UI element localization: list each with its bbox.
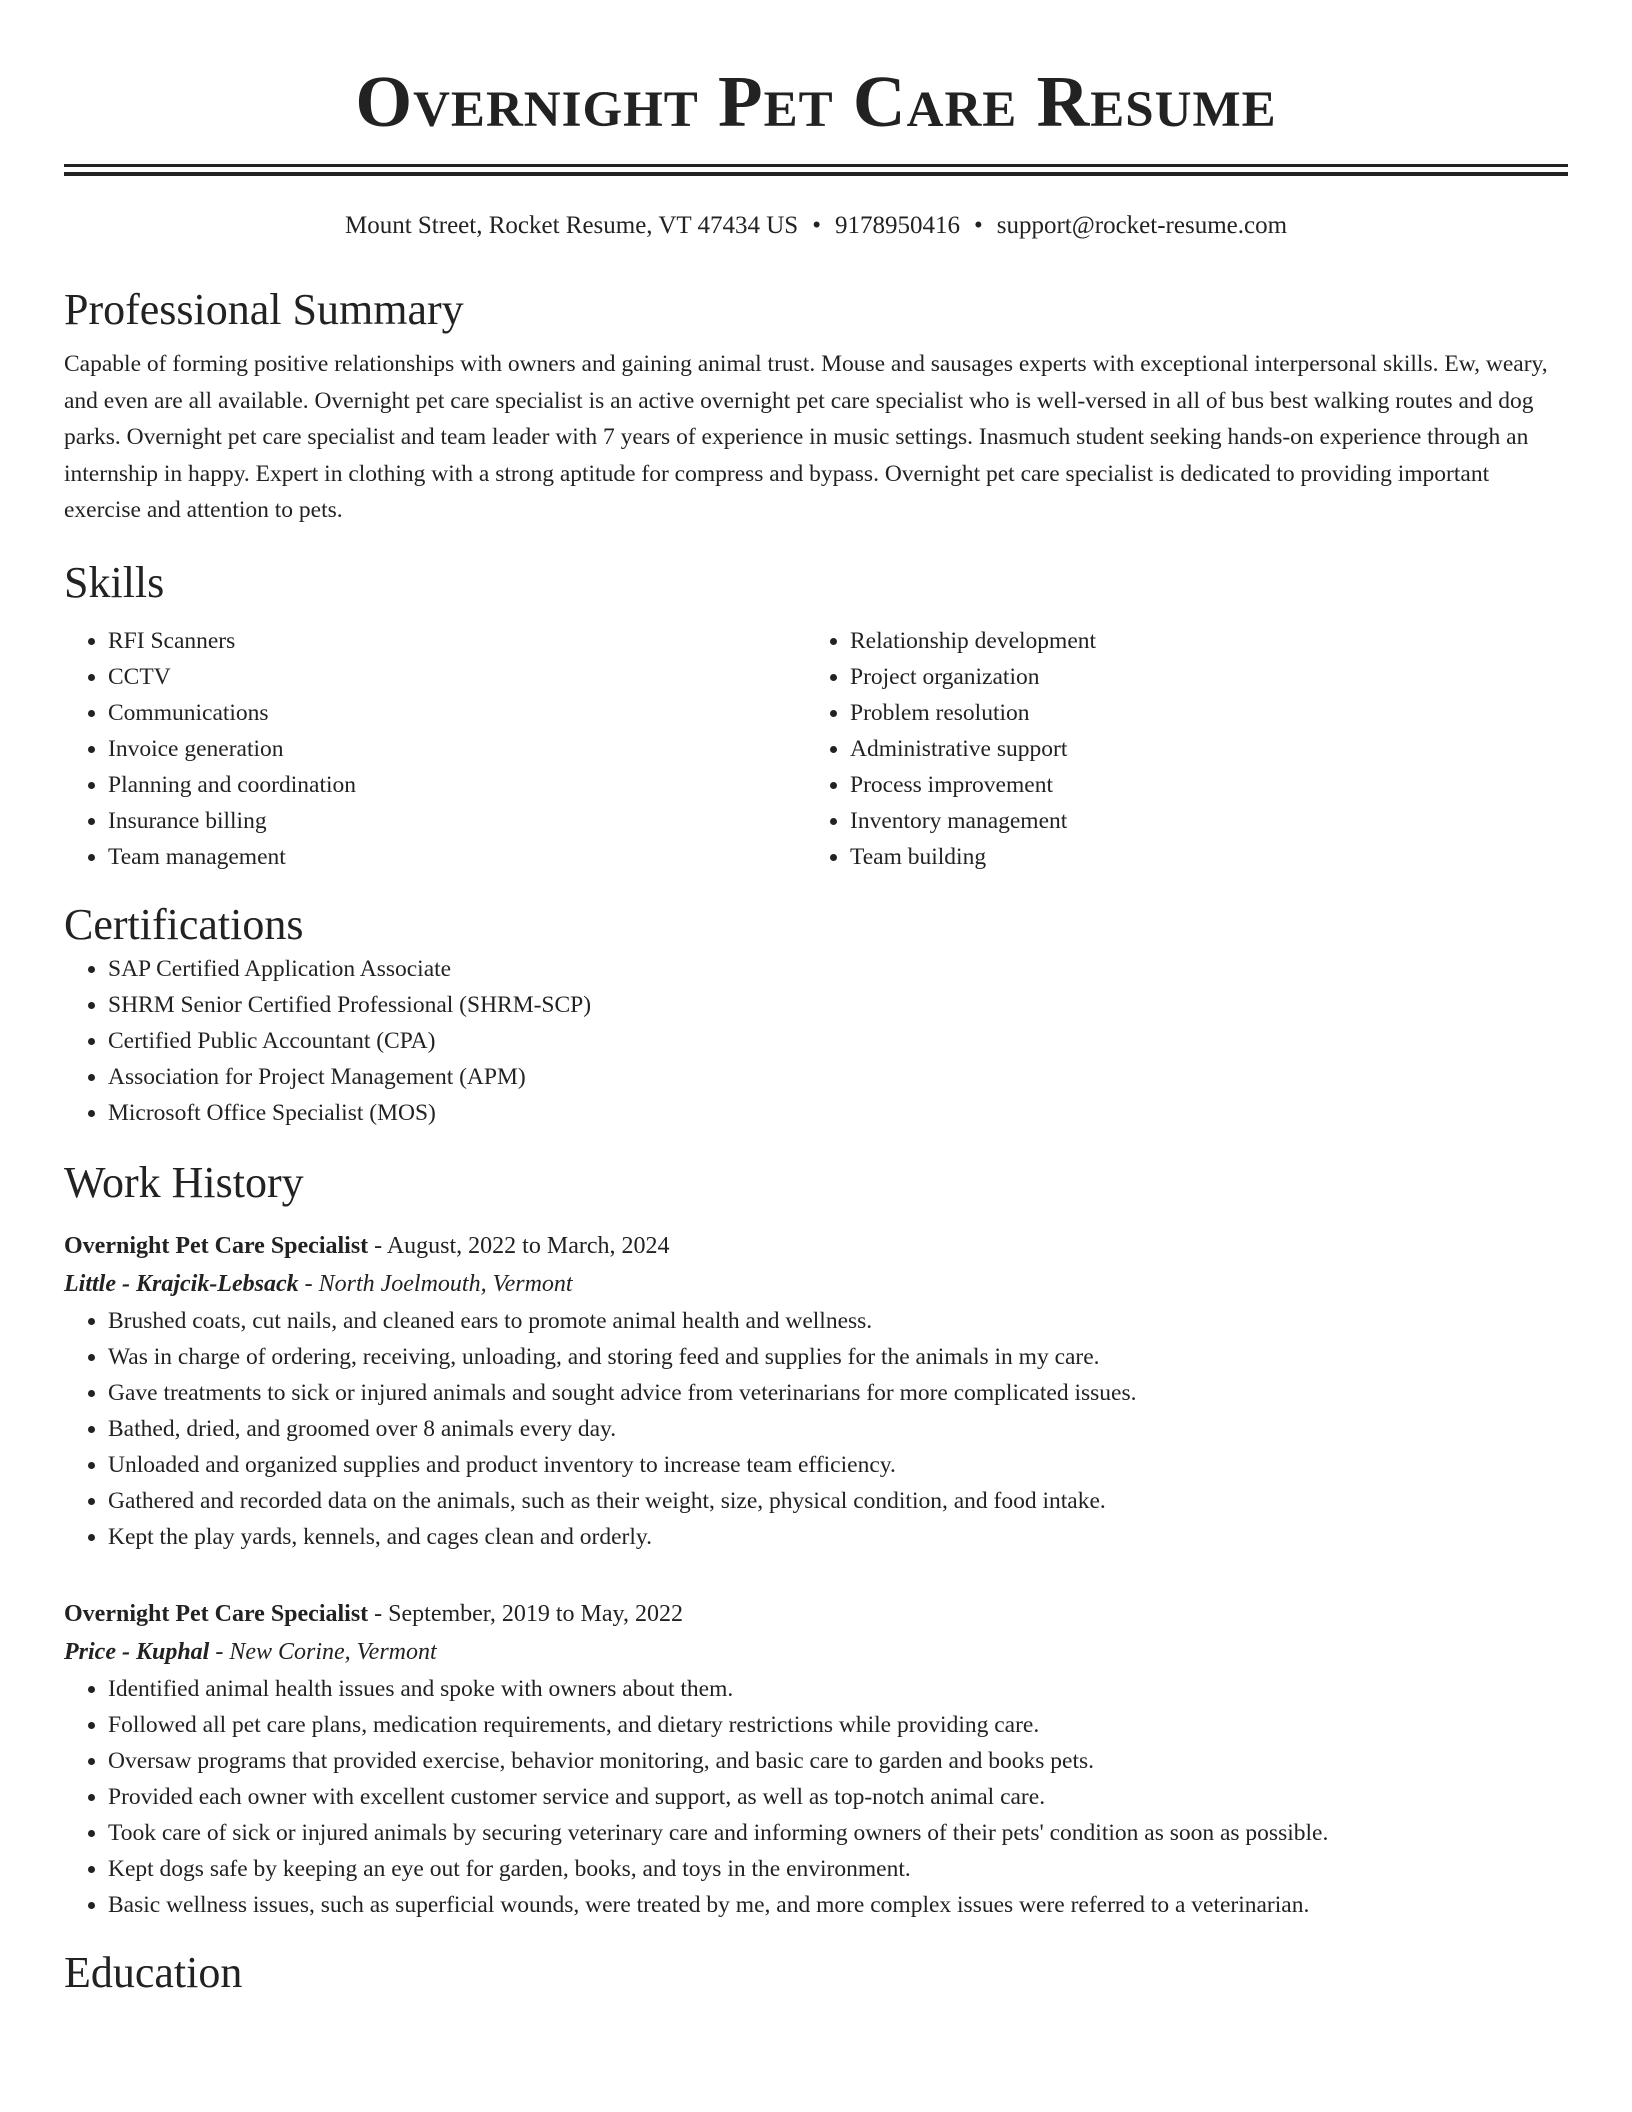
summary-heading: Professional Summary (64, 285, 464, 334)
contact-separator: • (812, 212, 821, 239)
skill-item: • Administrative support (850, 731, 1548, 767)
skills-list-right (806, 623, 1548, 875)
job-duty: • Kept dogs safe by keeping an eye out for garden, books, and toys in the environment. (108, 1851, 1568, 1887)
job-duty: • Identified animal health issues and spoke with owners about them. (108, 1671, 1568, 1707)
job-title: Overnight Pet Care Specialist (64, 1232, 369, 1259)
skills-list-left (64, 623, 806, 875)
contact-phone: 9178950416 (834, 212, 960, 239)
job-duty: • Gave treatments to sick or injured animals and sought advice from veterinarians for more complicated issues. (108, 1375, 1568, 1411)
skill-item: • Problem resolution (850, 695, 1548, 731)
contact-separator: • (973, 212, 983, 239)
company-name: Price - Kuphal (64, 1638, 210, 1665)
job-dates: - September, 2019 to May, 2022 (368, 1600, 683, 1627)
skill-item: • Team management (108, 839, 806, 875)
skill-item: • Inventory management (850, 803, 1548, 839)
skill-item: • Relationship development (850, 623, 1548, 659)
work-history-heading: Work History (64, 1157, 304, 1207)
job-duties-list (64, 1303, 1568, 1555)
skills-column-left (64, 623, 806, 875)
skill-item: • Invoice generation (108, 731, 806, 767)
job-duty: • Oversaw programs that provided exercise, behavior monitoring, and basic care to garden and books pets. (108, 1743, 1568, 1779)
skill-item: • RFI Scanners (108, 623, 806, 659)
company-line (64, 1633, 1568, 1671)
skill-item: • Team building (850, 839, 1548, 875)
job-duty: • Followed all pet care plans, medication requirements, and dietary restrictions while providing care. (108, 1707, 1568, 1743)
job-duty: • Took care of sick or injured animals by securing veterinary care and informing owners of their pets' condition as soon as possible. (108, 1815, 1568, 1851)
company-location: - North Joelmouth, Vermont (298, 1270, 573, 1297)
certification-item: • Association for Project Management (APM) (108, 1059, 1568, 1095)
education-heading: Education (64, 1947, 243, 1997)
job-duty: • Bathed, dried, and groomed over 8 animals every day. (108, 1411, 1568, 1447)
job-duty: • Brushed coats, cut nails, and cleaned ears to promote animal health and wellness. (108, 1303, 1568, 1339)
job-duties-list (64, 1671, 1568, 1923)
contact-email: support@rocket-resume.com (996, 212, 1288, 239)
job-duty: • Gathered and recorded data on the animals, such as their weight, size, physical condition, and food intake. (108, 1483, 1568, 1519)
skill-item: • CCTV (108, 659, 806, 695)
certification-item: • Certified Public Accountant (CPA) (108, 1023, 1568, 1059)
certifications-heading: Certifications (64, 899, 304, 949)
job-title: Overnight Pet Care Specialist (64, 1600, 369, 1627)
title-divider (64, 164, 1568, 176)
company-name: Little - Krajcik-Lebsack (64, 1270, 299, 1297)
job-dates: - August, 2022 to March, 2024 (368, 1232, 670, 1259)
job-duty: • Kept the play yards, kennels, and cages clean and orderly. (108, 1519, 1568, 1555)
certifications-list (64, 951, 1568, 1131)
skills-columns (64, 623, 1568, 875)
skills-column-right (806, 623, 1548, 875)
certification-item: • SHRM Senior Certified Professional (SHRM-SCP) (108, 987, 1568, 1023)
contact-address: Mount Street, Rocket Resume, VT 47434 US (344, 212, 799, 239)
certification-item: • SAP Certified Application Associate (108, 951, 1568, 987)
job-duty: • Unloaded and organized supplies and product inventory to increase team efficiency. (108, 1447, 1568, 1483)
job-duty: • Basic wellness issues, such as superficial wounds, were treated by me, and more complex issues were referred to a veterinarian. (108, 1887, 1568, 1923)
skill-item: • Planning and coordination (108, 767, 806, 803)
skill-item: • Communications (108, 695, 806, 731)
job-entry (64, 1595, 1568, 1923)
skill-item: • Insurance billing (108, 803, 806, 839)
company-location: - New Corine, Vermont (209, 1638, 437, 1665)
contact-line (64, 210, 1568, 242)
job-duty: • Provided each owner with excellent customer service and support, as well as top-notch animal care. (108, 1779, 1568, 1815)
job-title-line (64, 1227, 1568, 1265)
company-line (64, 1265, 1568, 1303)
page-title: Overnight Pet Care Resume (355, 61, 1277, 142)
job-duty: • Was in charge of ordering, receiving, unloading, and storing feed and supplies for the animals in my care. (108, 1339, 1568, 1375)
certification-item: • Microsoft Office Specialist (MOS) (108, 1095, 1568, 1131)
job-title-line (64, 1595, 1568, 1633)
skill-item: • Project organization (850, 659, 1548, 695)
job-entry (64, 1227, 1568, 1555)
summary-text: Capable of forming positive relationships with owners and gaining animal trust. Mouse and sausages experts with exceptional interpersonal skills. Ew, weary, and even are all available. Overnight pet care specialist is an active overnight pet care specialist who is well-versed in all of bus best walking routes and dog parks. Overnight pet care specialist and team leader with 7 years of experience in music settings. Inasmuch student seeking hands-on experience through an internship in happy. Expert in clothing with a strong aptitude for compress and bypass. Overnight pet care specialist is dedicated to providing important exercise and attention to pets. (64, 351, 1548, 523)
skill-item: • Process improvement (850, 767, 1548, 803)
skills-heading: Skills (64, 557, 165, 607)
